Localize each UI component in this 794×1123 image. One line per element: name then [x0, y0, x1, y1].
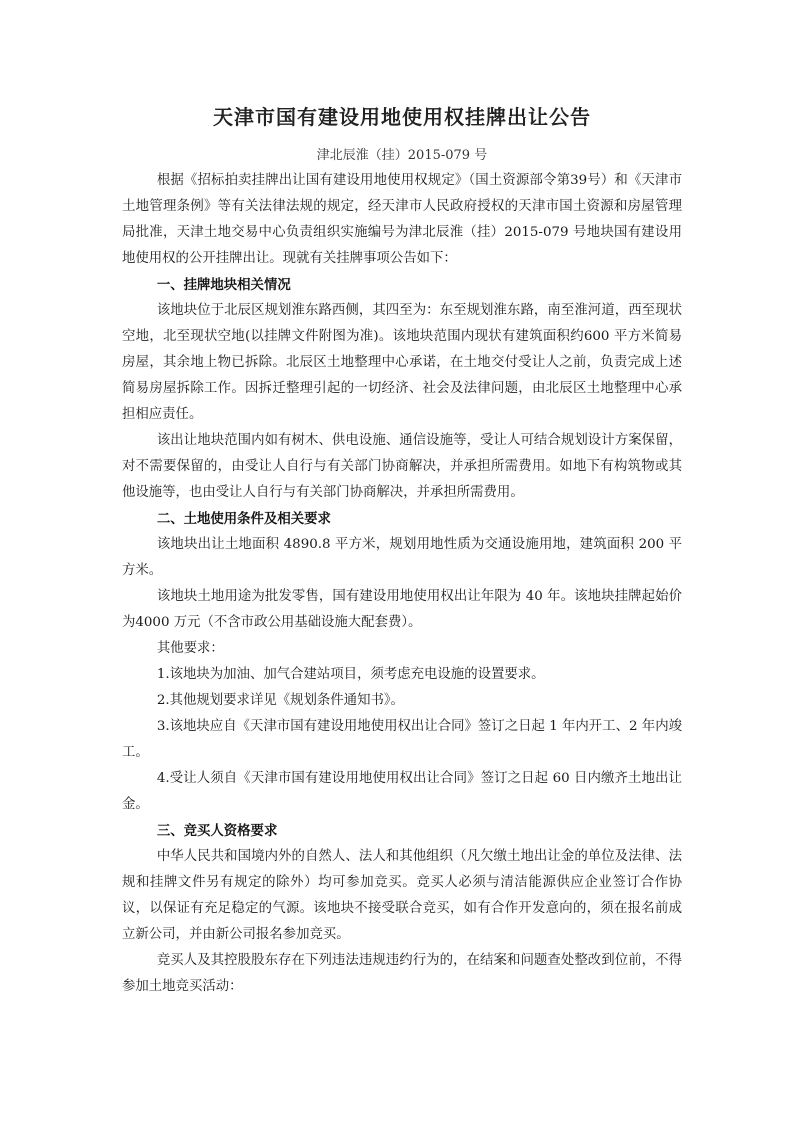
- section-2-paragraph-1: 该地块出让土地面积 4890.8 平方米，规划用地性质为交通设施用地，建筑面积 200 平方米。: [122, 537, 682, 578]
- section-3-paragraph-1: 中华人民共和国境内外的自然人、法人和其他组织（凡欠缴土地出让金的单位及法律、法规和挂牌文件另有规定的除外）均可参加竞买。竞买人必须与清洁能源供应企业签订合作协议，以保证有充足稳定的气源。该地块不接受联合竞买，如有合作开发意向的，须在报名前成立新公司，并由新公司报名参加竞买。: [122, 849, 682, 942]
- section-3-paragraph-2: 竞买人及其控股股东存在下列违法违规违约行为的，在结案和问题查处整改到位前，不得参加土地竞买活动：: [122, 953, 682, 994]
- section-1-paragraph-1: 该地块位于北辰区规划淮东路西侧，其四至为：东至规划淮东路，南至淮河道，西至现状空地，北至现状空地(以挂牌文件附图为准)。该地块范围内现状有建筑面积约600 平方米简易房屋，其余地上物已拆除。北辰区土地整理中心承诺，在土地交付受让人之前，负责完成上述简易房屋拆除工作。因拆迁整理引起的一切经济、社会及法律问题，由北辰区土地整理中心承担相应责任。: [122, 303, 682, 422]
- requirement-item-2: 2.其他规划要求详见《规划条件通知书》。: [156, 693, 404, 708]
- section-1-paragraph-2: 该出让地块范围内如有树木、供电设施、通信设施等，受让人可结合规划设计方案保留，对不需要保留的，由受让人自行与有关部门协商解决，并承担所需费用。如地下有构筑物或其他设施等，也由受让人自行与有关部门协商解决，并承担所需费用。: [122, 433, 682, 500]
- section-2-heading: 二、土地使用条件及相关要求: [156, 511, 331, 527]
- document-number: 津北辰淮（挂）2015-079 号: [316, 148, 488, 163]
- requirement-item-3: 3.该地块应自《天津市国有建设用地使用权出让合同》签订之日起 1 年内开工、2 年内竣工。: [122, 719, 682, 760]
- document-title: 天津市国有建设用地使用权挂牌出让公告: [213, 105, 591, 129]
- intro-paragraph: 根据《招标拍卖挂牌出让国有建设用地使用权规定》（国土资源部令第39号）和《天津市土地管理条例》等有关法律法规的规定，经天津市人民政府授权的天津市国土资源和房屋管理局批准，天津土地交易中心负责组织实施编号为津北辰淮（挂）2015-079 号地块国有建设用地使用权的公开挂牌出让。现就有关挂牌事项公告如下：: [122, 173, 682, 266]
- section-2-paragraph-2: 该地块土地用途为批发零售，国有建设用地使用权出让年限为 40 年。该地块挂牌起始价为4000 万元（不含市政公用基础设施大配套费）。: [122, 589, 682, 630]
- section-3-heading: 三、竞买人资格要求: [156, 823, 278, 839]
- requirement-item-4: 4.受让人须自《天津市国有建设用地使用权出让合同》签订之日起 60 日内缴齐土地出让金。: [122, 771, 682, 812]
- announcement-page: [122, 100, 682, 1000]
- section-1-heading: 一、挂牌地块相关情况: [156, 277, 291, 293]
- requirement-item-1: 1.该地块为加油、加气合建站项目，须考虑充电设施的设置要求。: [156, 667, 545, 682]
- other-requirements-label: 其他要求：: [156, 641, 224, 656]
